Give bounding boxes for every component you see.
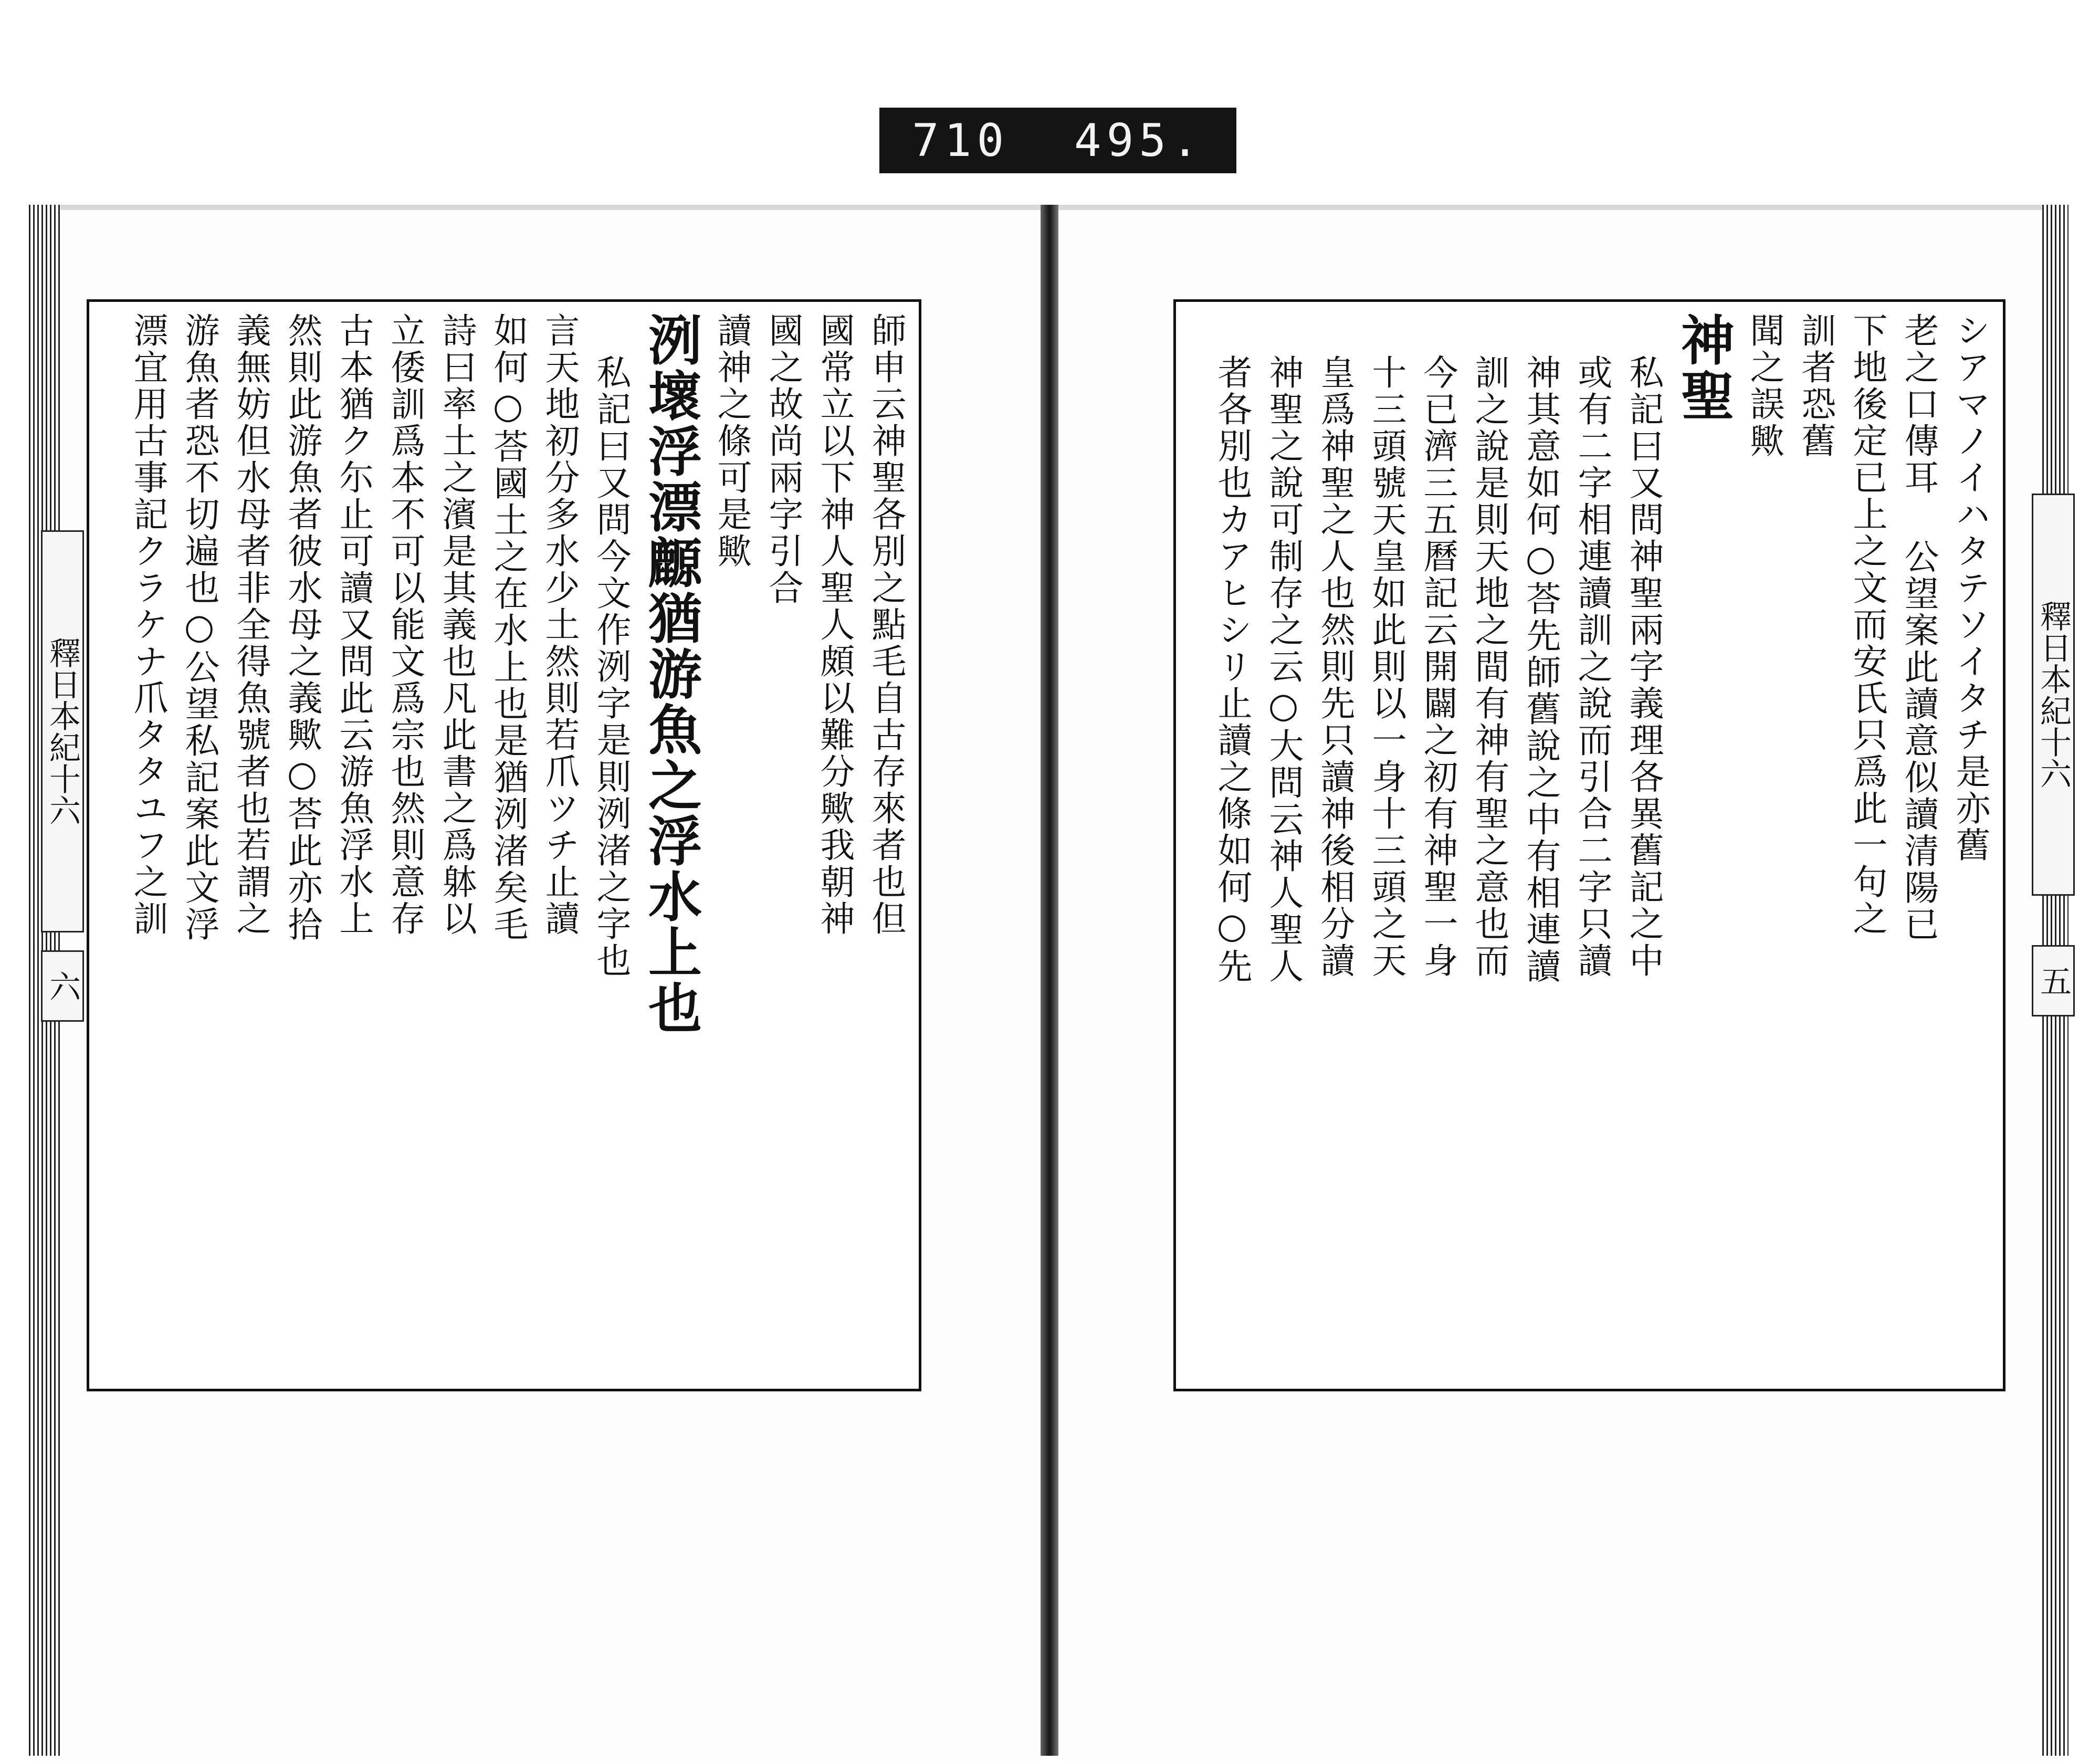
text-column: 立倭訓爲本不可以能文爲宗也然則意存 [385, 312, 425, 937]
text-column: 國常立以下神人聖人頗以難分歟我朝神 [814, 312, 855, 937]
catalog-number-text: 710 495. [912, 114, 1204, 167]
text-column: 私記曰又問神聖兩字義理各異舊記之中 [1623, 354, 1664, 979]
left-margin-page-number [41, 950, 84, 1022]
text-column: 義無妨但水母者非全得魚號者也若謂之 [230, 312, 271, 937]
left-page-number-text: 六 [44, 970, 81, 1002]
text-column: 神其意如何○荅先師舊說之中有相連讀 [1520, 354, 1561, 985]
text-column: 者各別也カアヒシリ止讀之條如何○先 [1212, 354, 1252, 985]
text-column: 或有二字相連讀訓之說而引合二字只讀 [1572, 354, 1612, 979]
text-column: 十三頭號天皇如此則以一身十三頭之天 [1366, 354, 1406, 979]
text-column: 漂宜用古事記クラケナ爪タタユフ之訓 [128, 312, 168, 937]
left-margin-title-text: 釋日本紀十六 [44, 637, 81, 826]
text-column: 如何○荅國土之在水上也是猶洌渚矣毛 [488, 312, 528, 943]
book-gutter [1041, 205, 1058, 1756]
text-column: 訓之說是則天地之間有神有聖之意也而 [1469, 354, 1509, 979]
text-column: 言天地初分多水少土然則若爪ツチ止讀 [539, 312, 580, 937]
text-column: 下地後定已上之文而安氏只爲此一句之 [1847, 312, 1887, 937]
catalog-number-label [879, 108, 1236, 173]
text-column: シアマノイハタテソイタチ是亦舊 [1950, 312, 1990, 864]
left-text-frame [87, 299, 921, 1391]
right-margin-page-number [2032, 945, 2075, 1016]
text-column: 讀神之條可是歟 [711, 312, 752, 570]
right-text-frame [1173, 299, 2006, 1391]
text-column: 老之口傳耳 公望案此讀意似讀清陽已 [1898, 312, 1939, 943]
right-margin-title-text: 釋日本紀十六 [2035, 600, 2072, 789]
text-column: 師申云神聖各別之點毛自古存來者也但 [866, 312, 906, 937]
entry-heading: 洌壞浮漂䴨猶游魚之浮水上也 [639, 312, 702, 1036]
text-column: 游魚者恐不切遍也○公望私記案此文浮 [179, 312, 219, 943]
text-column: 國之故尚兩字引合 [763, 312, 803, 606]
text-column: 今已濟三五曆記云開闢之初有神聖一身 [1418, 354, 1458, 979]
left-margin-title [41, 530, 84, 932]
entry-heading: 神聖 [1672, 312, 1735, 424]
text-column: 神聖之說可制存之云○大問云神人聖人 [1263, 354, 1304, 985]
text-column: 詩曰率土之濱是其義也凡此書之爲躰以 [436, 312, 477, 937]
text-column: 然則此游魚者彼水母之義歟○荅此亦拾 [282, 312, 322, 943]
right-margin-title [2032, 494, 2075, 896]
text-column: 聞之誤歟 [1744, 312, 1784, 459]
text-column: 皇爲神聖之人也然則先只讀神後相分讀 [1315, 354, 1355, 979]
text-column: 古本猶ク尓止可讀又問此云游魚浮水上 [333, 312, 374, 937]
text-column: 私記曰又問今文作洌字是則洌渚之字也 [591, 354, 631, 979]
right-page-number-text: 五 [2035, 965, 2072, 997]
text-column: 訓者恐舊 [1796, 312, 1836, 459]
